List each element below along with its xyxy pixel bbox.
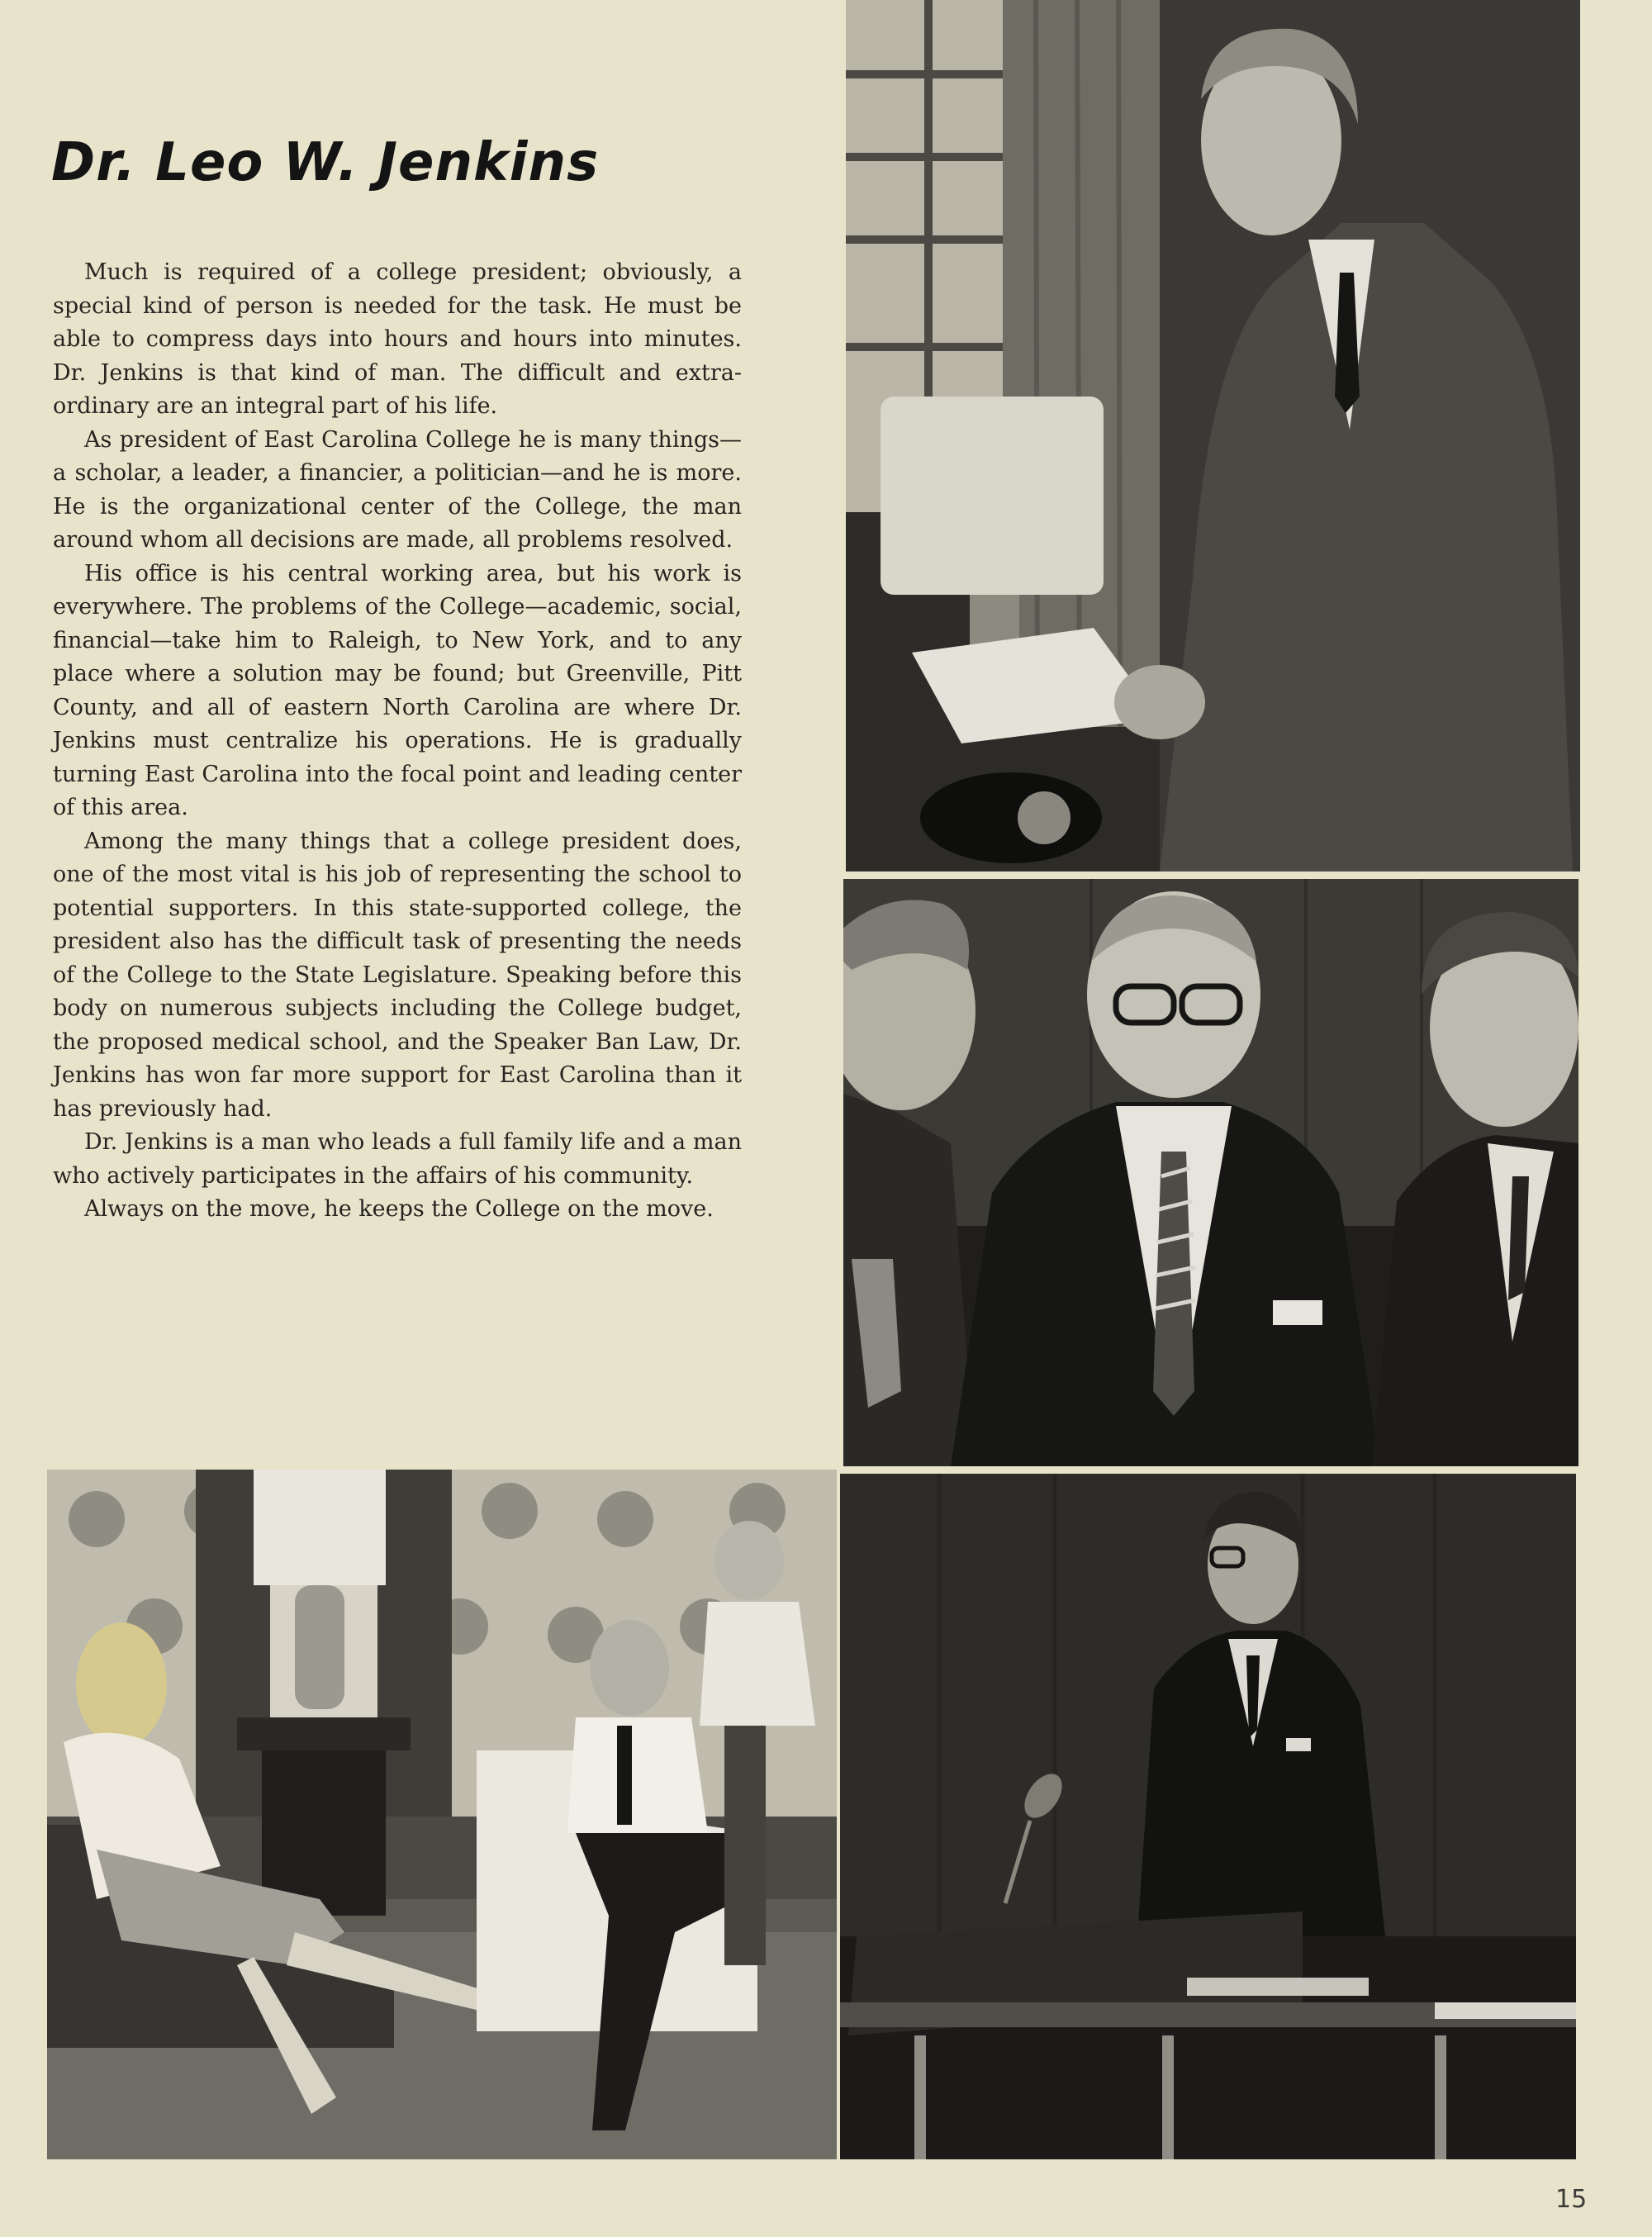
article-paragraph: Among the many things that a college president does, one of the most vital is his job of representing the school to potential supporters. In this state-supported college, the president also has the difficult task of presenting the needs of the College to the State Legislature. Speaking before this body on numerous subjects including the College budget, the proposed medical school, and the Speaker Ban Law, Dr. Jenkins has won far more support for East Carolina than it has previously had. [53, 828, 742, 1122]
article-paragraph: Always on the move, he keeps the College on the move. [84, 1196, 714, 1222]
photo-speaker-lectern [840, 1474, 1576, 2159]
article-paragraph: His office is his central working area, but his work is everywhere. The problems of the College—academic, social, financial—take him to Raleigh, to New York, and to any place where a solution may be found; but Greenville, Pitt County, and all of eastern North Carolina are where Dr. Jenkins must centralize his operations. He is gradually turning East Carolina into the focal point and leading center of this area. [53, 560, 742, 820]
photo-family-living-room [47, 1470, 837, 2159]
page-number: 15 [1555, 2185, 1588, 2214]
article-paragraph: As president of East Carolina College he is many things—a scholar, a leader, a financier, a politician—and he is more. He is the organizational center of the College, the man around whom all decisions are made, all problems resolved. [53, 426, 742, 553]
article-paragraph: Dr. Jenkins is a man who leads a full family life and a man who actively participates in the affairs of his community. [53, 1129, 742, 1189]
article-body [53, 256, 742, 1227]
photo-three-men [843, 879, 1578, 1466]
article-paragraph: Much is required of a college president; obviously, a special kind of person is needed for the task. He must be able to compress days into hours and hours into minutes. Dr. Jenkins is that kind of man. The difficult and extra-ordinary are an integral part of his life. [53, 259, 742, 419]
page-title: Dr. Leo W. Jenkins [51, 132, 600, 193]
photo-president-standing [846, 0, 1580, 872]
